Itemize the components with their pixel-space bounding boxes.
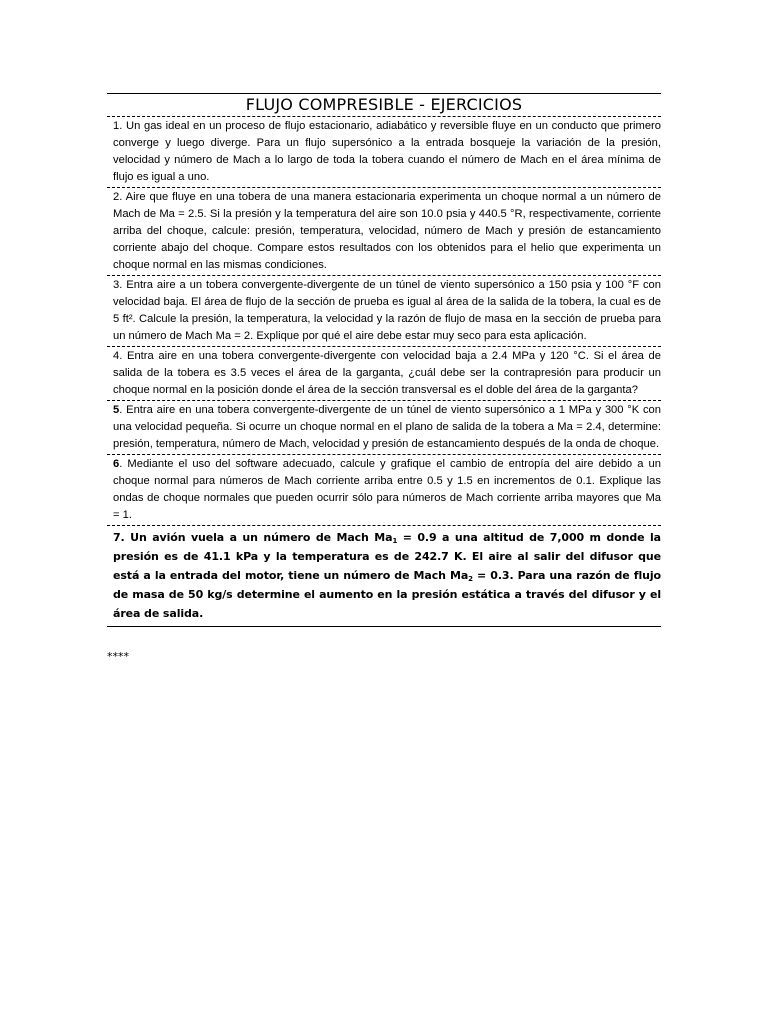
problem-5 (107, 401, 661, 455)
problem-4 (107, 347, 661, 401)
problem-6 (107, 455, 661, 526)
problem-2 (107, 188, 661, 276)
problem-text: Un gas ideal en un proceso de flujo estacionario, adiabático y reversible fluye en un conducto que primero converge y luego diverge. Para un flujo supersónico a la entrada bosqueje la variación de la presión, velocidad y número de Mach a lo largo de toda la tobera cuando el número de Mach en el área mínima de flujo es igual a uno. (113, 120, 661, 183)
problem-number: 2. (113, 191, 123, 203)
problem-text: . Entra aire en una tobera convergente-divergente de un túnel de viento supersónico a 1 MPa y 300 °K con una velocidad pequeña. Si ocurre un choque normal en el plano de salida de la tobera a Ma = 2.4, determine: presión, temperatura, número de Mach, velocidad y presión de estancamiento después de la onda de choque. (113, 404, 661, 450)
problem-number: 4. (113, 350, 123, 362)
title-row (107, 93, 661, 117)
footer-mark: **** (107, 650, 129, 663)
problem-text: = 0.3. Para una razón de flujo de masa de 50 kg/s determine el aumento en la presión estática a través del difusor y el área de salida. (113, 569, 661, 620)
problem-text: . Mediante el uso del software adecuado, calcule y grafique el cambio de entropía del aire debido a un choque normal para números de Mach corriente arriba entre 0.5 y 1.5 en incrementos de 0.1. Explique las ondas de choque normales que pueden ocurrir sólo para números de Mach corriente arriba mayores que Ma = 1. (113, 458, 661, 521)
subscript: 1 (392, 537, 398, 545)
problem-3 (107, 276, 661, 347)
exercise-sheet (107, 93, 661, 627)
problem-text: 7. Un avión vuela a un número de Mach Ma (113, 531, 393, 544)
problem-number: 5 (113, 404, 120, 416)
page-title: FLUJO COMPRESIBLE - EJERCICIOS (245, 95, 523, 114)
problem-text: Entra aire en una tobera convergente-divergente con velocidad baja a 2.4 MPa y 120 °C. Si el área de salida de la tobera es 3.5 veces el área de la garganta, ¿cuál debe ser la contrapresión para producir un choque normal en la posición donde el área de la sección transversal es el doble del área de la garganta? (113, 350, 661, 396)
problem-number: 3. (113, 279, 123, 291)
problem-1 (107, 117, 661, 188)
problem-number: 6 (113, 458, 120, 470)
problem-text: = 0.9 a una altitud de 7,000 m donde la presión es de 41.1 kPa y la temperatura es de 242.7 K. El aire al salir del difusor que está a la entrada del motor, tiene un número de Mach Ma (113, 531, 662, 582)
problem-text: Entra aire a un tobera convergente-divergente de un túnel de viento supersónico a 150 psia y 100 °F con velocidad baja. El área de flujo de la sección de prueba es igual al área de la salida de la tobera, la cual es de 5 ft². Calcule la presión, la temperatura, la velocidad y la razón de flujo de masa en la sección de prueba para un número de Mach Ma = 2. Explique por qué el aire debe estar muy seco para esta aplicación. (113, 279, 661, 342)
problem-text: Aire que fluye en una tobera de una manera estacionaria experimenta un choque normal a un número de Mach de Ma = 2.5. Si la presión y la temperatura del aire son 10.0 psia y 440.5 °R, respectivamente, corriente arriba del choque, calcule: presión, temperatura, velocidad, número de Mach y presión de estancamiento corriente abajo del choque. Compare estos resultados con los obtenidos para el helio que experimenta un choque normal en las mismas condiciones. (113, 191, 661, 271)
problem-7 (107, 526, 661, 627)
subscript: 2 (468, 575, 473, 583)
problem-number: 1. (113, 120, 123, 132)
